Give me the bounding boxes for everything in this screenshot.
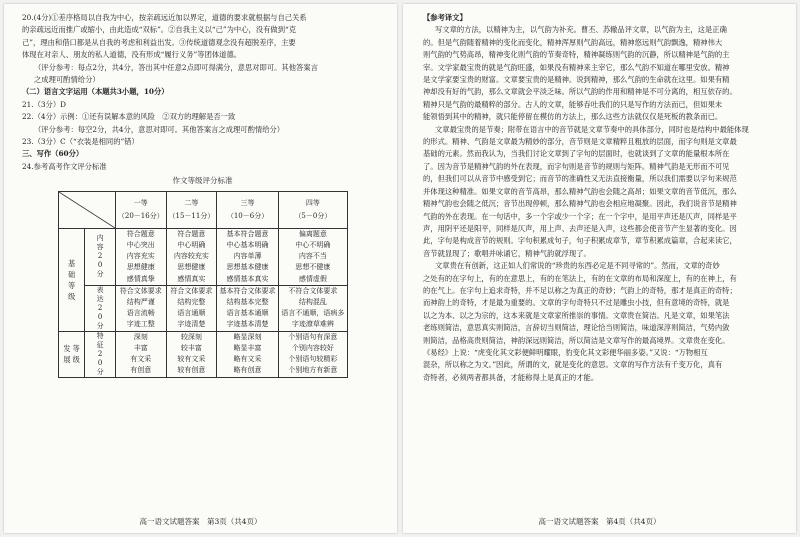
answer-line: （二）语言文字运用（本题共3小题，10分） <box>22 87 169 97</box>
criterion-text: 符合题意 <box>126 229 155 238</box>
criterion-text: 感情真挚 <box>126 274 155 283</box>
answer-line: 体现在对亲人、朋友的私人道德，没有形成“履行义务”等团体道德。 <box>22 50 242 60</box>
criterion-text: 中心突出 <box>126 240 155 249</box>
answer-line: 21.（3分）D <box>22 99 66 109</box>
criterion-text: 不符合文体要求 <box>288 286 338 295</box>
criterion-text: 中心明确 <box>177 240 206 249</box>
translation-line: 的在气上。在字句上追求奇特，并不足以称之为真正的奇妙；气韵上的奇特，那才是真正的奇特； <box>423 285 737 295</box>
translation-text-block <box>423 24 778 384</box>
answer-line: 己”，理由和借口都是从自我的考虑和利益出发。③传统道德观念没有超脱差序，主要 <box>22 37 296 47</box>
criterion-text: 个别语句较精彩 <box>288 355 338 364</box>
expression-grade-4 <box>278 285 347 331</box>
feature-grade-3 <box>217 331 279 377</box>
basic-level-label: 基 础 等 级 <box>59 228 85 331</box>
table-title: 作文等级评分标准 <box>172 176 233 186</box>
translation-line: 老练则简洁，意思真实则简洁，言辞切当则简洁，理论恰当则简洁，味道深淳则简洁，气势内敛 <box>423 323 730 333</box>
criterion-text: 结构完整 <box>177 298 206 306</box>
translation-line: 精神只是气韵的最精粹的部分。古人的文章，能够吞吐我们的只是写作的方法而已，但如果未 <box>423 99 723 109</box>
criterion-text: 略显丰富 <box>233 344 262 352</box>
answer-line: 22.（4分）示例：①还有误解本意的风险 ②双方的理解是否一致 <box>22 112 236 122</box>
answer-line: 三、写作（60分） <box>22 149 84 159</box>
content-grade-4 <box>278 228 347 285</box>
criterion-text: 较有创意 <box>177 366 206 375</box>
translation-line: 之处有的在字句上，有的在意思上，有的在笔法上，有的在文章的布局和深度上，有的在神上，有 <box>423 273 737 283</box>
translation-line: 能领悟到其中的精神，就只能停留在模仿的方法上，那么这些方法就仅仅是死板的教条而已。 <box>423 112 723 122</box>
criterion-text: 较深刻 <box>180 332 202 341</box>
criterion-text: 感情真实 <box>177 274 206 283</box>
page-3-footer: 高一语文试题答案 第3页（共4页） <box>139 517 262 526</box>
answer-line: 20.(4分)①差序格局以自我为中心，按亲疏远近加以界定，道德的要求就根据与自己关系 <box>22 13 307 22</box>
criterion-text: 有创意 <box>130 366 152 375</box>
row-label-feature: 特 征 2 0 分 <box>85 331 116 377</box>
criterion-text: 字迹基本清楚 <box>226 320 269 329</box>
criterion-text: 语言不通顺，语病多 <box>281 309 345 318</box>
feature-grade-1 <box>116 331 167 377</box>
translation-line: 文章贵在有创新，这正如人们常说的“珍贵的东西必定是不同寻常的”。然而，文章的奇妙 <box>435 261 720 271</box>
criterion-text: 略显深刻 <box>233 332 262 341</box>
criterion-text: 结构混乱 <box>298 298 327 306</box>
criterion-text: 字迹清楚 <box>177 320 206 329</box>
criterion-text: 语言流畅 <box>126 309 155 318</box>
translation-line: 宰。文学家最宝贵的就是气韵旺盛，如果没有精神来主宰它，那么气韵不知道在哪里安放。精神 <box>423 62 730 72</box>
criterion-text: 较有文采 <box>177 355 206 364</box>
translation-line: 基础的元素。然而我认为，当我们讨论文章到了字句的层面时，也就谈到了文章的能量根本所在 <box>423 149 730 159</box>
criterion-text: 思想健康 <box>177 263 206 272</box>
criterion-text: 内容较充实 <box>173 252 209 261</box>
criterion-text: 内容充实 <box>126 252 155 261</box>
criterion-text: 较丰富 <box>180 344 202 352</box>
answer-line: 24.参考高考作文评分标准 <box>22 161 107 171</box>
translation-line: 而神韵上的奇特，才是最为重要的。文章的字句奇特只不过是雕虫小技，但有意境的奇特，就是 <box>423 298 730 308</box>
translation-line: 以之为本、以之为宗的，这本来就是文章家所推崇的事情。文章贵在简洁。凡是文章，如果笔法 <box>423 310 730 320</box>
row-label-content: 内 容 2 0 分 <box>85 228 116 285</box>
criterion-text: 内容单薄 <box>233 252 262 261</box>
criterion-text: 符合文体要求 <box>119 286 162 295</box>
translation-line: 文章最宝贵的是节奏；附带在语言中的音节就是文章节奏中的具体部分，同时也是结构中最能体现 <box>435 124 749 134</box>
answer-line: 23.（3分）C（“衣装是相同的”错） <box>22 137 139 147</box>
answer-text-block <box>22 12 383 173</box>
translation-line: 混杂，所以称之为文。”因此，所谓的文，就是变化的意思。文章的写作方法有千变万化，真有 <box>423 360 723 370</box>
content-grade-3 <box>217 228 279 285</box>
criterion-text: 略有文采 <box>233 355 262 364</box>
criterion-text: 符合题意 <box>177 229 206 238</box>
translation-line: 则气韵的气势高昂，精神变化则气韵的节奏奇特，精神凝练则气韵的沉静，所以精神是气韵的主 <box>423 50 730 60</box>
criterion-text: 字迹工整 <box>126 320 155 329</box>
criterion-text: 个别地方有新意 <box>288 366 338 375</box>
expression-grade-1 <box>116 285 167 331</box>
criterion-text: 思想不健康 <box>295 263 331 272</box>
translation-line: 精神气韵也会随之低沉；音节出现停顿，那么精神气韵也会相应地凝聚。因此，我们说音节是精神 <box>423 199 737 209</box>
translation-line: 的，但我们可以从音节中感受到它；而音节的准确性又无法直接衡量，所以我们需要以字句来规范 <box>423 174 737 184</box>
grade-header-3: 三等 （10－6分） <box>217 191 279 228</box>
expression-grade-2 <box>166 285 217 331</box>
criterion-text: 偏离题意 <box>298 229 327 238</box>
translation-heading: 【参考译文】 <box>423 13 467 22</box>
development-level-label: 发 展 等 级 <box>59 331 85 377</box>
answer-page-4 <box>403 4 796 533</box>
expression-grade-3 <box>217 285 279 331</box>
grade-header-4: 四等 （5－0分） <box>278 191 347 228</box>
feature-grade-2 <box>166 331 217 377</box>
translation-line: 则简洁，品格高贵则简洁，神韵深远则简洁，所以简洁是文章写作的最高境界。文章贵在变化。 <box>423 335 730 345</box>
criterion-text: 内容不当 <box>298 252 327 261</box>
answer-line: 之成理可酌情给分） <box>34 75 100 85</box>
content-grade-2 <box>166 228 217 285</box>
criterion-text: 中心不明确 <box>295 240 331 249</box>
translation-line: 了。因为音节是精神气韵的外在表现，而字句则是音节的规则与矩阵。精神气韵是无形而不可见 <box>423 161 730 171</box>
criterion-text: 语言基本通顺 <box>226 309 269 318</box>
translation-line: 音节就显现了；歌唱并咏诵它，精神气韵就浮现了。 <box>423 248 591 258</box>
grade-header-1: 一等 （20－16分） <box>116 191 167 228</box>
criterion-text: 中心基本明确 <box>226 240 269 249</box>
row-label-expression: 表 达 2 0 分 <box>85 285 116 331</box>
criterion-text: 基本符合文体要求 <box>219 286 276 295</box>
translation-line: 奇特者，必须两者都具备，才能称得上是真正的才能。 <box>423 372 599 382</box>
page-4-footer: 高一语文试题答案 第4页（共4页） <box>538 517 661 526</box>
translation-line: 气韵的外在表现。在一句话中，多一个字或少一个字；在一个字中，是用平声还是仄声，同样是平 <box>423 211 737 221</box>
answer-page-3 <box>4 4 397 533</box>
criterion-text: 语言通顺 <box>177 309 206 318</box>
translation-line: 并体现这种精准。如果文章的音节高昂，那么精神气韵也会随之高昂；如果文章的音节低沉，那么 <box>423 186 737 196</box>
translation-line: 声，用阴平还是阳平，同样是仄声，用上声、去声还是入声，这些都会使音节产生显著的变化。因 <box>423 223 737 233</box>
answer-line: （评分参考：每点2分，共4分，答出其中任意2点即可得满分，意思对即可。其他答案言 <box>34 62 318 72</box>
answer-line: 的亲疏远近而推广或缩小，由此造成“双标”。②自我主义以“己”为中心，没有做到“克 <box>22 25 297 35</box>
criterion-text: 感情虚假 <box>298 274 327 283</box>
criterion-text: 有文采 <box>130 355 152 364</box>
criterion-text: 思想健康 <box>126 263 155 272</box>
criterion-text: 字迹潦草难辨 <box>291 320 334 329</box>
translation-line: 是文学家要宝贵的财富。文章要宝贵的是精神。说到精神，那么气韵的生命就在这里。如果有精 <box>423 75 730 85</box>
criterion-text: 个别语句有深意 <box>288 332 338 341</box>
criterion-text: 个别内容较好 <box>291 344 334 352</box>
criterion-text: 基本符合题意 <box>226 229 269 238</box>
criterion-text: 略有创意 <box>233 366 262 375</box>
page-4-content <box>423 12 778 384</box>
grade-header-2: 二等 （15－11分） <box>166 191 217 228</box>
criterion-text: 结构严谨 <box>126 298 155 306</box>
translation-line: 神却没有好的气韵，那么文章就会平淡乏味。所以气韵的作用和精神是不可分离的，相互依存的。 <box>423 87 737 97</box>
translation-line: 《易经》上说：“虎变化其文彩便鲜明耀眼，豹变化其文彩便华丽多姿。”又说：“万物相互 <box>423 347 708 357</box>
feature-grade-4 <box>278 331 347 377</box>
criterion-text: 思想基本健康 <box>226 263 269 272</box>
criterion-text: 深刻 <box>133 332 148 341</box>
criterion-text: 丰富 <box>133 344 148 352</box>
criterion-text: 感情基本真实 <box>226 274 269 283</box>
table-corner-cell <box>59 191 116 228</box>
criterion-text: 符合文体要求 <box>170 286 213 295</box>
criterion-text: 结构基本完整 <box>226 298 269 306</box>
answer-line: （评分参考：每空2分，共4分，意思对即可。其他答案言之成理可酌情给分） <box>34 124 285 134</box>
translation-line: 的形式。精神、气韵是文章最为精妙的部分，音节则是文章精粹且粗放的层面，而字句则是文章最 <box>423 137 737 147</box>
translation-line: 此，字句是构成音节的规则。字句积累成句子，句子积累成章节，章节积累成篇章，合起来读它， <box>423 236 737 246</box>
page-3-content <box>22 12 383 378</box>
content-grade-1 <box>116 228 167 285</box>
translation-line: 的。但是气韵随着精神的变化而变化，精神浑厚则气韵高远，精神悠远则气韵飘逸，精神伟大 <box>423 37 723 47</box>
grading-table <box>58 191 348 378</box>
translation-line: 写文章的方法，以精神为主，以气韵为补充。曹丕、苏辙品评文章，以气韵为主，这是正确 <box>435 25 727 35</box>
diagonal-line <box>59 192 115 228</box>
